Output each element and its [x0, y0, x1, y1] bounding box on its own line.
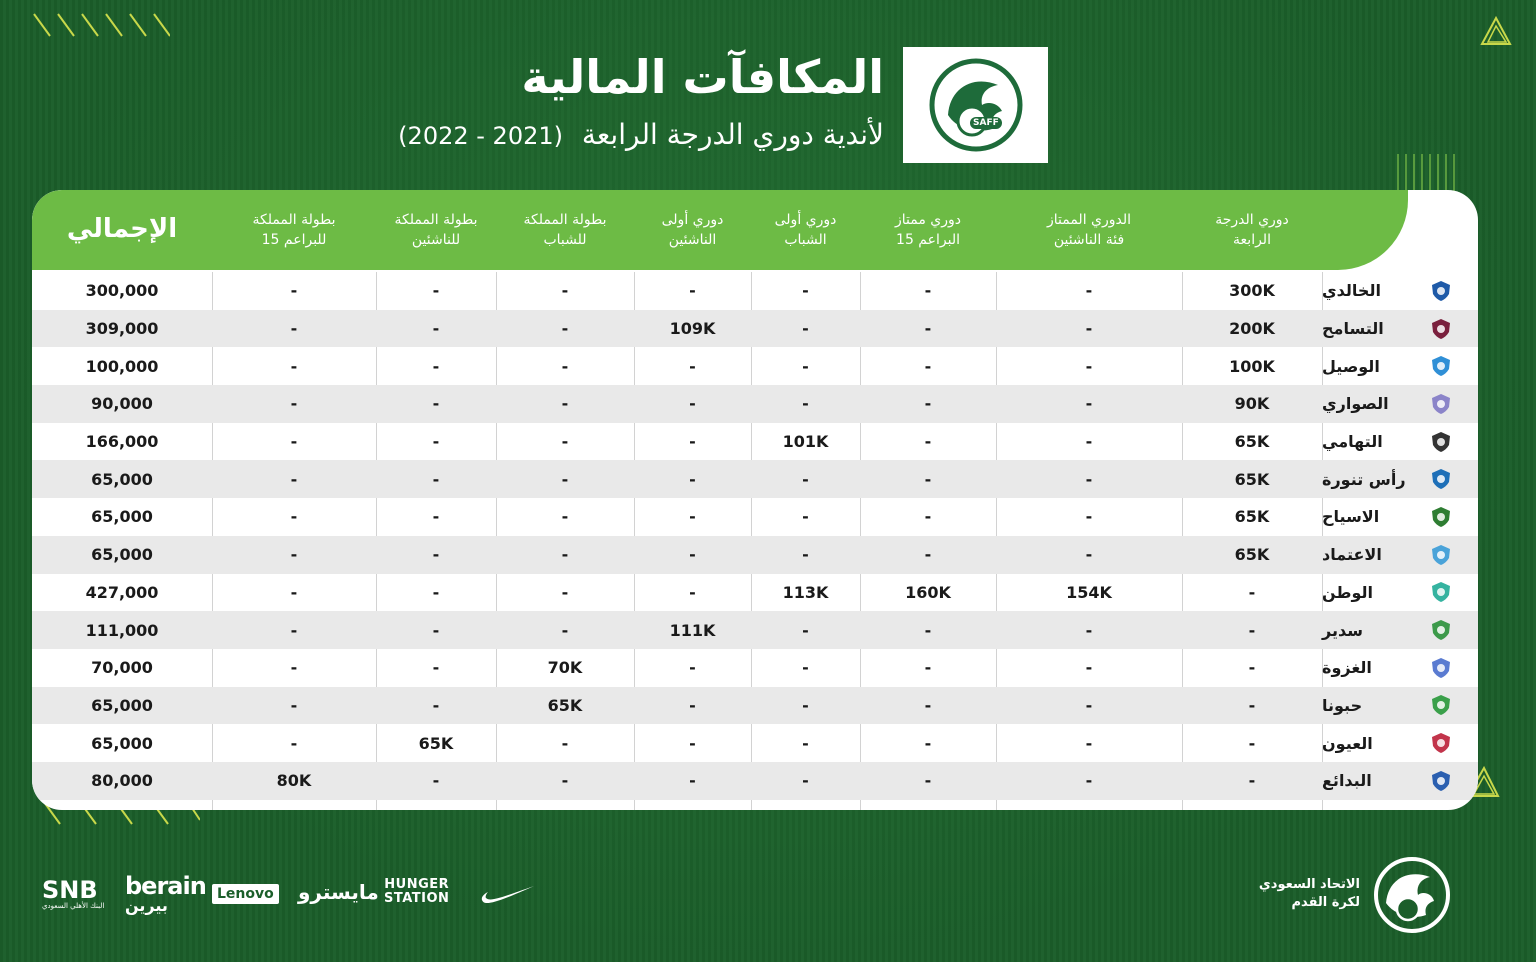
- reward-cell: -: [1085, 469, 1093, 489]
- reward-cell: -: [689, 356, 696, 376]
- season-text: (2021 - 2022): [398, 122, 563, 150]
- reward-cell: -: [1085, 695, 1093, 715]
- table-row: [32, 498, 1478, 536]
- club-badge-icon: [1430, 581, 1452, 603]
- reward-cell: -: [924, 658, 932, 678]
- col-header-total: الإجمالي: [66, 214, 178, 245]
- club-name: الاسياح: [1322, 507, 1380, 527]
- reward-cell: -: [802, 771, 809, 791]
- reward-cell: 70K: [547, 658, 583, 678]
- reward-cell: -: [561, 281, 569, 301]
- reward-cell: -: [561, 733, 569, 753]
- reward-cell: -: [290, 582, 298, 602]
- reward-cell: 65K: [1234, 432, 1270, 452]
- reward-cell: -: [432, 394, 440, 414]
- table-row: [32, 687, 1478, 725]
- reward-cell: 154K: [1066, 582, 1112, 602]
- reward-cell: -: [1085, 733, 1093, 753]
- table-row: [32, 385, 1478, 423]
- club-name: الخالدي: [1322, 281, 1381, 301]
- reward-cell: -: [689, 582, 696, 602]
- table-row: [32, 310, 1478, 348]
- reward-cell: 80K: [276, 771, 312, 791]
- sponsor-lenovo-logo: Lenovo: [212, 884, 279, 904]
- reward-cell: -: [561, 356, 569, 376]
- club-name: الوطن: [1322, 582, 1373, 602]
- reward-cell: -: [1085, 281, 1093, 301]
- club-name: حبونا: [1322, 695, 1363, 715]
- reward-cell: -: [290, 695, 298, 715]
- reward-cell: -: [561, 319, 569, 339]
- reward-cell: -: [802, 658, 809, 678]
- club-badge-icon: [1430, 619, 1452, 641]
- reward-cell: -: [290, 620, 298, 640]
- total-cell: 65,000: [91, 507, 153, 527]
- reward-cell: -: [1248, 695, 1256, 715]
- reward-cell: -: [802, 545, 809, 565]
- reward-cell: -: [561, 432, 569, 452]
- reward-cell: -: [802, 356, 809, 376]
- reward-cell: -: [924, 507, 932, 527]
- reward-cell: -: [290, 733, 298, 753]
- club-badge-icon: [1430, 694, 1452, 716]
- reward-cell: 65K: [418, 733, 454, 753]
- club-badge-icon: [1430, 355, 1452, 377]
- club-badge-icon: [1430, 280, 1452, 302]
- club-name: العيون: [1322, 733, 1373, 753]
- table-body: [32, 272, 1478, 800]
- reward-cell: -: [689, 432, 696, 452]
- reward-cell: -: [924, 319, 932, 339]
- reward-cell: -: [689, 771, 696, 791]
- reward-cell: -: [432, 356, 440, 376]
- logo-label: SAFF: [970, 117, 1002, 129]
- reward-cell: -: [689, 469, 696, 489]
- federation-name: الاتحاد السعودي لكرة القدم: [1258, 877, 1360, 910]
- reward-cell: 65K: [1234, 469, 1270, 489]
- reward-cell: -: [924, 432, 932, 452]
- club-badge-icon: [1430, 468, 1452, 490]
- total-cell: 166,000: [85, 432, 159, 452]
- reward-cell: -: [561, 582, 569, 602]
- club-badge-icon: [1430, 770, 1452, 792]
- reward-cell: -: [432, 281, 440, 301]
- total-cell: 80,000: [91, 771, 153, 791]
- table-row: [32, 460, 1478, 498]
- table-header: [32, 190, 1478, 270]
- reward-cell: -: [432, 620, 440, 640]
- club-name: الاعتماد: [1322, 545, 1382, 565]
- total-cell: 65,000: [91, 695, 153, 715]
- reward-cell: -: [432, 771, 440, 791]
- reward-cell: -: [689, 545, 696, 565]
- reward-cell: -: [290, 281, 298, 301]
- reward-cell: -: [1085, 545, 1093, 565]
- reward-cell: -: [802, 469, 809, 489]
- reward-cell: -: [1085, 432, 1093, 452]
- reward-cell: -: [1248, 620, 1256, 640]
- reward-cell: -: [290, 432, 298, 452]
- reward-cell: -: [689, 658, 696, 678]
- reward-cell: -: [432, 319, 440, 339]
- table-row: [32, 649, 1478, 687]
- reward-cell: -: [924, 356, 932, 376]
- reward-cell: -: [802, 695, 809, 715]
- reward-cell: -: [561, 469, 569, 489]
- reward-cell: -: [689, 733, 696, 753]
- reward-cell: -: [924, 545, 932, 565]
- reward-cell: -: [290, 319, 298, 339]
- club-name: البدائع: [1322, 771, 1372, 791]
- reward-cell: -: [432, 695, 440, 715]
- total-cell: 100,000: [85, 356, 159, 376]
- reward-cell: 160K: [905, 582, 951, 602]
- reward-cell: 90K: [1234, 394, 1270, 414]
- reward-cell: -: [290, 545, 298, 565]
- reward-cell: -: [561, 620, 569, 640]
- page-title: المكافآت المالية: [521, 50, 884, 104]
- club-badge-icon: [1430, 318, 1452, 340]
- club-badge-icon: [1430, 393, 1452, 415]
- club-badge-icon: [1430, 657, 1452, 679]
- reward-cell: 65K: [1234, 545, 1270, 565]
- reward-cell: -: [290, 356, 298, 376]
- reward-cell: -: [924, 469, 932, 489]
- reward-cell: 113K: [782, 582, 829, 602]
- reward-cell: -: [290, 394, 298, 414]
- club-name: الصواري: [1322, 394, 1389, 414]
- reward-cell: -: [290, 469, 298, 489]
- total-cell: 427,000: [85, 582, 159, 602]
- reward-cell: -: [689, 695, 696, 715]
- sponsor-hungerstation-logo: HUNGER STATION: [384, 877, 450, 906]
- sponsor-berain-logo: berain بيرين: [125, 872, 206, 915]
- saff-logo-box: [903, 47, 1048, 163]
- reward-cell: -: [561, 545, 569, 565]
- reward-cell: -: [432, 432, 440, 452]
- reward-cell: -: [924, 695, 932, 715]
- reward-cell: -: [290, 507, 298, 527]
- reward-cell: 65K: [547, 695, 583, 715]
- reward-cell: -: [561, 507, 569, 527]
- reward-cell: -: [1248, 733, 1256, 753]
- reward-cell: -: [802, 620, 809, 640]
- table-row: [32, 611, 1478, 649]
- col-header-first-youth: دوري أولى الشباب: [774, 211, 837, 248]
- total-cell: 65,000: [91, 545, 153, 565]
- sponsor-snb-logo: SNB البنك الأهلي السعودي: [42, 876, 105, 910]
- club-name: رأس تنورة: [1322, 469, 1406, 489]
- reward-cell: -: [432, 658, 440, 678]
- reward-cell: -: [689, 394, 696, 414]
- club-badge-icon: [1430, 732, 1452, 754]
- nike-swoosh-icon: [480, 882, 536, 906]
- rewards-table: [32, 190, 1478, 810]
- club-name: الغزوة: [1322, 658, 1372, 678]
- reward-cell: -: [432, 507, 440, 527]
- col-header-kingdom-juniors: بطولة المملكة للناشئين: [394, 211, 478, 248]
- reward-cell: 300K: [1229, 281, 1275, 301]
- reward-cell: 109K: [669, 319, 716, 339]
- reward-cell: -: [924, 771, 932, 791]
- total-cell: 111,000: [85, 620, 159, 640]
- club-name: سدير: [1322, 620, 1363, 640]
- reward-cell: -: [561, 771, 569, 791]
- col-header-kingdom-u15: بطولة المملكة للبراعم 15: [252, 211, 336, 248]
- club-badge-icon: [1430, 506, 1452, 528]
- reward-cell: -: [802, 319, 809, 339]
- col-header-4th-division: دوري الدرجة الرابعة: [1215, 211, 1289, 248]
- reward-cell: -: [924, 733, 932, 753]
- reward-cell: -: [1085, 507, 1093, 527]
- reward-cell: -: [290, 658, 298, 678]
- decorative-slashes: [30, 12, 170, 38]
- club-badge-icon: [1430, 431, 1452, 453]
- reward-cell: -: [432, 582, 440, 602]
- reward-cell: -: [1085, 620, 1093, 640]
- reward-cell: -: [432, 469, 440, 489]
- reward-cell: -: [1085, 356, 1093, 376]
- reward-cell: -: [561, 394, 569, 414]
- reward-cell: -: [689, 507, 696, 527]
- sponsor-maestro-logo: مايسترو: [298, 880, 379, 904]
- club-badge-icon: [1430, 544, 1452, 566]
- reward-cell: -: [1085, 658, 1093, 678]
- table-row: [32, 272, 1478, 310]
- table-row: [32, 724, 1478, 762]
- reward-cell: -: [689, 281, 696, 301]
- table-row: [32, 423, 1478, 461]
- reward-cell: -: [1085, 771, 1093, 791]
- table-row: [32, 762, 1478, 800]
- table-row: [32, 536, 1478, 574]
- reward-cell: 101K: [782, 432, 829, 452]
- club-name: الوصيل: [1322, 356, 1380, 376]
- reward-cell: -: [802, 394, 809, 414]
- total-cell: 70,000: [91, 658, 153, 678]
- saff-emblem-icon: [928, 57, 1024, 153]
- reward-cell: -: [1248, 582, 1256, 602]
- table-row: [32, 347, 1478, 385]
- reward-cell: -: [924, 394, 932, 414]
- col-header-premier-u15: دوري ممتاز البراعم 15: [895, 211, 962, 248]
- reward-cell: 65K: [1234, 507, 1270, 527]
- reward-cell: -: [1085, 319, 1093, 339]
- triangle-icon: [1476, 14, 1516, 50]
- table-row: [32, 574, 1478, 612]
- reward-cell: 200K: [1229, 319, 1275, 339]
- club-name: التسامح: [1322, 319, 1384, 339]
- total-cell: 65,000: [91, 733, 153, 753]
- total-cell: 309,000: [85, 319, 159, 339]
- reward-cell: -: [1248, 771, 1256, 791]
- subtitle-text: لأندية دوري الدرجة الرابعة: [581, 118, 884, 151]
- reward-cell: -: [1085, 394, 1093, 414]
- reward-cell: -: [802, 507, 809, 527]
- total-cell: 300,000: [85, 281, 159, 301]
- page-subtitle: [398, 118, 884, 151]
- total-cell: 65,000: [91, 469, 153, 489]
- reward-cell: -: [1248, 658, 1256, 678]
- col-header-kingdom-youth: بطولة المملكة للشباب: [523, 211, 607, 248]
- reward-cell: -: [924, 281, 932, 301]
- reward-cell: -: [802, 281, 809, 301]
- reward-cell: 100K: [1229, 356, 1275, 376]
- col-header-first-juniors: دوري أولى الناشئين: [661, 211, 724, 248]
- col-header-premier-youth: الدوري الممتاز فئة الناشئين: [1046, 211, 1132, 248]
- club-name: التهامي: [1322, 432, 1383, 452]
- reward-cell: -: [924, 620, 932, 640]
- reward-cell: -: [802, 733, 809, 753]
- reward-cell: 111K: [669, 620, 716, 640]
- reward-cell: -: [432, 545, 440, 565]
- saff-footer-logo-icon: [1372, 855, 1452, 935]
- total-cell: 90,000: [91, 394, 153, 414]
